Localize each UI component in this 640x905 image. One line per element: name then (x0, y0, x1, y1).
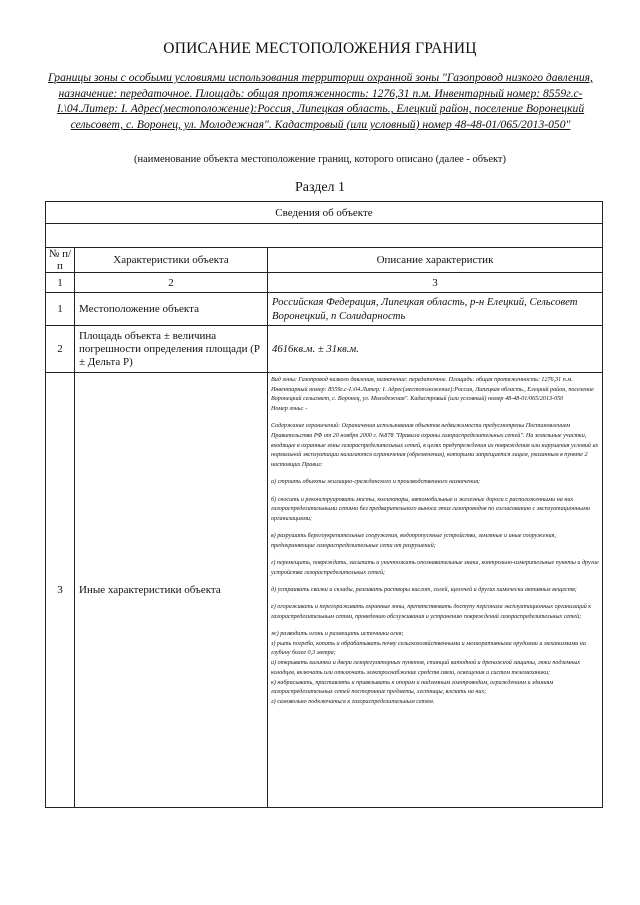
table-spacer (46, 224, 603, 248)
section-title: Раздел 1 (294, 180, 346, 195)
restriction-item: г) перемещать, повреждать, засыпать и уничтожать опознавательные знаки, контрольно-измерительные пункты и другие устройства газораспределительных сетей; (271, 560, 599, 576)
row-characteristic: Иные характеристики объекта (75, 373, 268, 808)
restriction-item: л) самовольно подключаться к газораспределительным сетям. (271, 698, 435, 705)
zone-number-text: Номер зоны: - (271, 406, 308, 413)
table-caption: Сведения об объекте (46, 202, 603, 224)
restriction-item: в) разрушать берегоукрепительные сооружения, водопропускные устройства, земляные и иные сооружения, предохраняющие газораспределительные сети от разрушений; (271, 533, 556, 549)
row-number: 3 (46, 373, 75, 808)
row-characteristic: Площадь объекта ± величина погрешности определения площади (P ± Дельта P) (75, 326, 268, 373)
column-number-1: 1 (46, 273, 75, 293)
restriction-item: ж) разводить огонь и размещать источники огня; (271, 631, 404, 638)
row-description-restrictions (268, 373, 603, 808)
row-description: 4616кв.м. ± 31кв.м. (268, 326, 603, 373)
page-title: ОПИСАНИЕ МЕСТОПОЛОЖЕНИЯ ГРАНИЦ (163, 40, 477, 57)
header-number: № п/п (46, 248, 75, 273)
zone-type-text: Вид зоны: Газопровод низкого давления, назначение: передаточное. Площадь: общая протяженность: 1276,31 п.м. Инвентарный номер: 8559г.с-I.\04.Литер: I. Адрес(местоположение):Россия, Липецкая область., Елецкий район, поселение Воронецкий сельсовет, с. Воронец, ул. Молодежная". Кадастровый (или условный) номер 48-48-01/065/2013-050 (271, 377, 594, 403)
row-number: 2 (46, 326, 75, 373)
column-number-3: 3 (268, 273, 603, 293)
column-number-2: 2 (75, 273, 268, 293)
row-number: 1 (46, 293, 75, 326)
restriction-item: а) строить объекты жилищно-гражданского и производственного назначения; (271, 479, 481, 486)
object-info-table (45, 201, 603, 808)
row-description: Российская Федерация, Липецкая область, р-н Елецкий, Сельсовет Воронецкий, п Солидарность (268, 293, 603, 326)
restriction-item: з) рыть погреба, копать и обрабатывать почву сельскохозяйственными и мелиоративными орудиями и механизмами на глубину более 0,3 метра; (271, 640, 586, 657)
row-characteristic: Местоположение объекта (75, 293, 268, 326)
header-characteristic: Характеристики объекта (75, 248, 268, 273)
restriction-item: к) набрасывать, приставлять и привязывать к опорам и надземным газопроводам, ограждениям и зданиям газораспределительных сетей посторонние предметы, лестницы, влезать на них; (271, 679, 554, 696)
boundary-subject: Границы зоны с особыми условиями использования территории охранной зоны "Газопровод низкого давления, назначение: передаточное. Площадь: общая протяженность: 1276,31 п.м. Инвентарный номер: 8559г.с-I.\04.Литер: I. Адрес(местоположение):Россия, Липецкая область., Елецкий район, поселение Воронецкий сельсовет, с. Воронец, ул. Молодежная". Кадастровый (или условный) номер 48-48-01/065/2013-050" (48, 71, 593, 131)
header-description: Описание характеристик (268, 248, 603, 273)
restriction-item: и) открывать калитки и двери газорегуляторных пунктов, станций катодной и дренажной защиты, люки подземных колодцев, включать или отключать электроснабжение средств связи, освещения и систем телемеханики; (271, 660, 581, 676)
restriction-item: е) огораживать и перегораживать охранные зоны, препятствовать доступу персонала эксплуатационных организаций к газораспределительным сетям, проведению обслуживания и устранению повреждений газораспределительных сетей; (271, 604, 592, 620)
subject-note: (наименование объекта местоположение границ, которого описано (далее - объект) (133, 154, 507, 165)
restriction-item: д) устраивать свалки и склады, разливать растворы кислот, солей, щелочей и других химически активных веществ; (271, 586, 577, 593)
restriction-item: б) сносить и реконструировать мосты, коллекторы, автомобильные и железные дороги с расположенными на них газораспределительными сетями без предварительного выноса этих газопроводов по согласованию с эксплуатационными организациями; (271, 496, 590, 522)
restrictions-intro: Содержание ограничений: Ограничения использования объектов недвижимости предусмотрены Постановлением Правительства РФ от 20 ноября 2000 г. №878 "Правила охраны газораспределительных сетей". На земельные участки, входящие в охранные зоны газораспределительных сетей, в целях предупреждения их повреждения или нарушения условий их нормальной эксплуатации налагаются ограничения (обременения), которыми запрещается лицам, указанным в пункте 2 настоящих Правил: (271, 423, 599, 469)
